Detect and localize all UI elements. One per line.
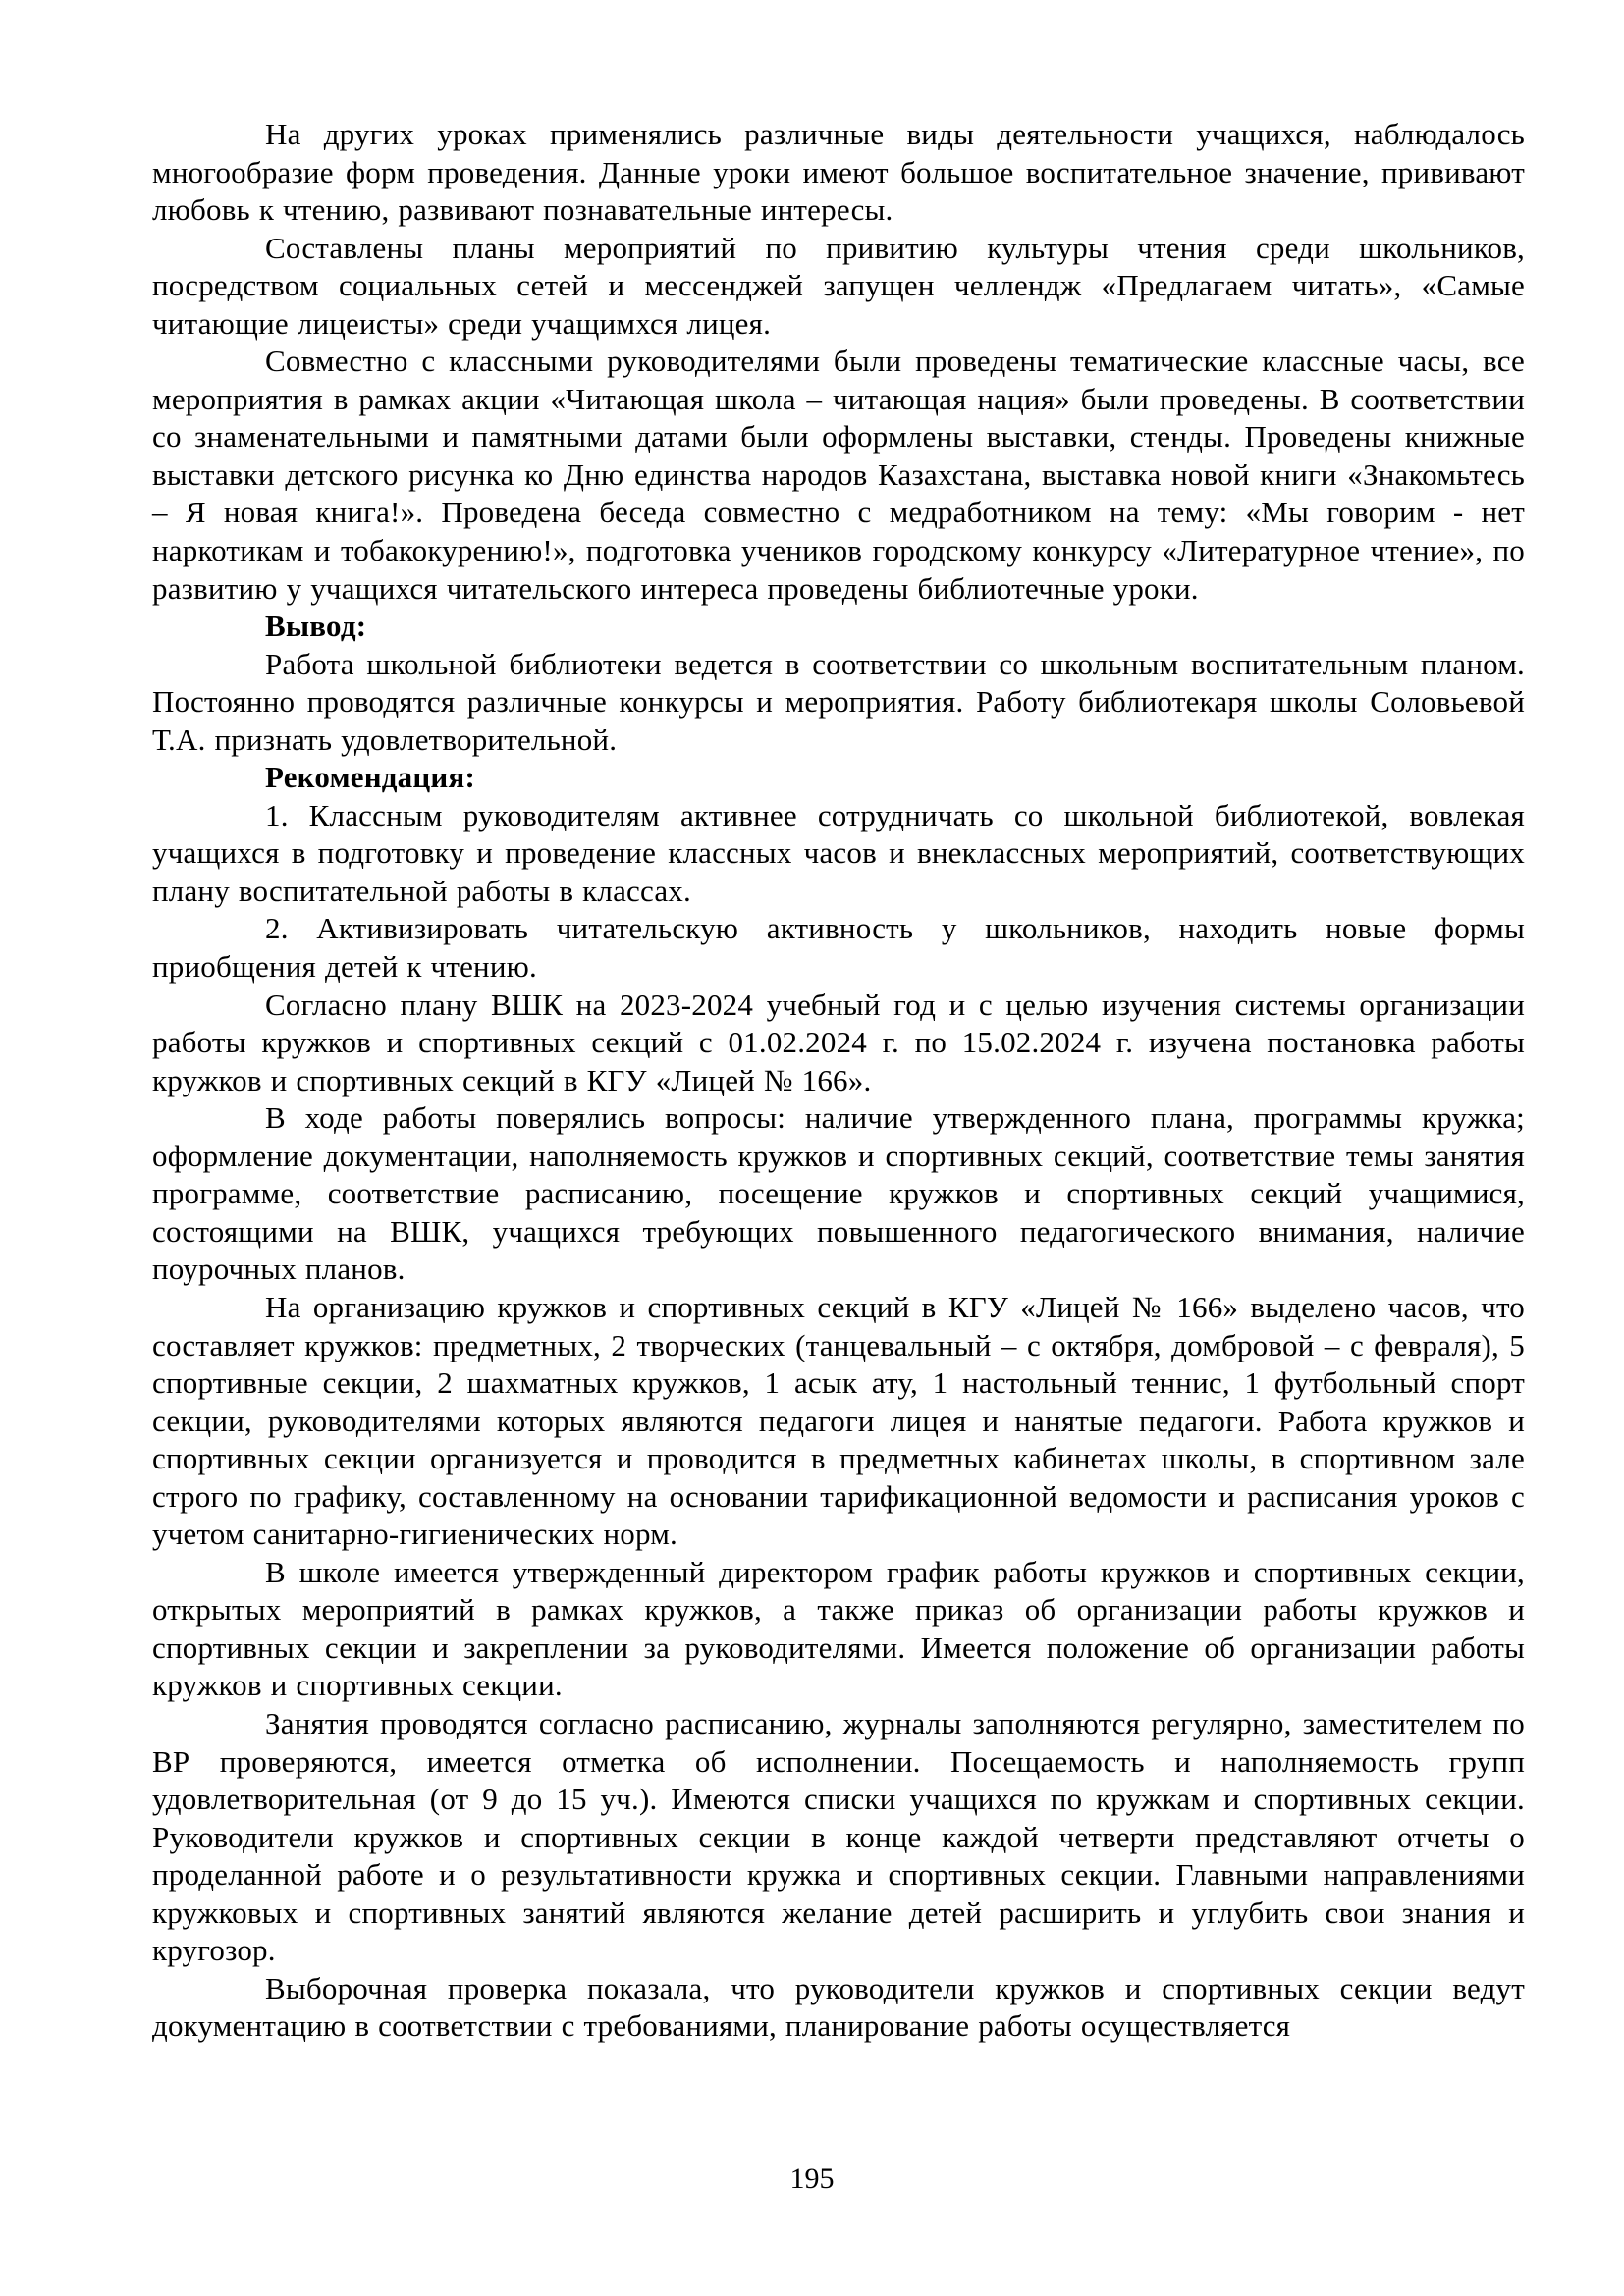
paragraph-recommendation-2: 2. Активизировать читательскую активность у школьников, находить новые формы приобщения детей к чтению. — [152, 911, 1525, 985]
paragraph-class-teachers-events: Совместно с классными руководителями были проведены тематические классные часы, все мероприятия в рамках акции «Читающая школа – читающая нация» были проведены. В соответствии со знаменательными и памятными датами были оформлены выставки, стенды. Проведены книжные выставки детского рисунка ко Дню единства народов Казахстана, выставка новой книги «Знакомьтесь – Я новая книга!». Проведена беседа совместно с медработником на тему: «Мы говорим - нет наркотикам и тобакокурению!», подготовка учеников городскому конкурсу «Литературное чтение», по развитию у учащихся читательского интереса проведены библиотечные уроки. — [152, 344, 1525, 606]
paragraph-inspection-questions: В ходе работы поверялись вопросы: наличие утвержденного плана, программы кружка; оформление документации, наполняемость кружков и спортивных секций, соответствие темы занятия программе, соответствие расписанию, посещение кружков и спортивных секций учащимися, состоящими на ВШК, учащихся требующих повышенного педагогического внимания, наличие поурочных планов. — [152, 1100, 1525, 1287]
paragraph-lessons-journals: Занятия проводятся согласно расписанию, журналы заполняются регулярно, заместителем по ВР проверяются, имеется отметка об исполнении. Посещаемость и наполняемость групп удовлетворительная (от 9 до 15 уч.). Имеются списки учащихся по кружкам и спортивных секции. Руководители кружков и спортивных секции в конце каждой четверти представляют отчеты о проделанной работе и о результативности кружка и спортивных секции. Главными направлениями кружковых и спортивных занятий являются желание детей расширить и углубить свои знания и кругозор. — [152, 1705, 1525, 1968]
paragraph-library-conclusion: Работа школьной библиотеки ведется в соответствии со школьным воспитательным планом. Постоянно проводятся различные конкурсы и мероприятия. Работу библиотекаря школы Соловьевой Т.А. признать удовлетворительной. — [152, 646, 1525, 757]
paragraph-approved-schedule: В школе имеется утвержденный директором график работы кружков и спортивных секции, открытых мероприятий в рамках кружков, а также приказ об организации работы кружков и спортивных секции и закреплении за руководителями. Имеется положение об организации работы кружков и спортивных секции. — [152, 1554, 1525, 1703]
section-heading-conclusion: Вывод: — [265, 609, 367, 644]
page-number: 195 — [789, 2163, 835, 2195]
paragraph-vshk-plan: Согласно плану ВШК на 2023-2024 учебный год и с целью изучения системы организации работы кружков и спортивных секций с 01.02.2024 г. по 15.02.2024 г. изучена постановка работы кружков и спортивных секций в КГУ «Лицей № 166». — [152, 987, 1525, 1097]
paragraph-sample-check: Выборочная проверка показала, что руководители кружков и спортивных секции ведут документацию в соответствии с требованиями, планирование работы осуществляется — [152, 1970, 1525, 2044]
paragraph-clubs-organization: На организацию кружков и спортивных секций в КГУ «Лицей № 166» выделено часов, что составляет кружков: предметных, 2 творческих (танцевальный – с октября, домбровой – с февраля), 5 спортивные секции, 2 шахматных кружков, 1 асык ату, 1 настольный теннис, 1 футбольный спорт секции, руководителями которых являются педагоги лицея и нанятые педагоги. Работа кружков и спортивных секции организуется и проводится в предметных кабинетах школы, в спортивном зале строго по графику, составленному на основании тарификационной ведомости и расписания уроков с учетом санитарно-гигиенических норм. — [152, 1289, 1525, 1552]
paragraph-recommendation-1: 1. Классным руководителям активнее сотрудничать со школьной библиотекой, вовлекая учащихся в подготовку и проведение классных часов и внеклассных мероприятий, соответствующих плану воспитательной работы в классах. — [152, 797, 1525, 908]
document-text-block — [152, 116, 1525, 2046]
section-heading-recommendation: Рекомендация: — [265, 760, 475, 795]
paragraph-reading-culture-plans: Составлены планы мероприятий по привитию культуры чтения среди школьников, посредством социальных сетей и мессенджей запущен челлендж «Предлагаем читать», «Самые читающие лицеисты» среди учащимхся лицея. — [152, 230, 1525, 341]
paragraph-other-lessons: На других уроках применялись различные виды деятельности учащихся, наблюдалось многообразие форм проведения. Данные уроки имеют большое воспитательное значение, прививают любовь к чтению, развивают познавательные интересы. — [152, 117, 1525, 228]
